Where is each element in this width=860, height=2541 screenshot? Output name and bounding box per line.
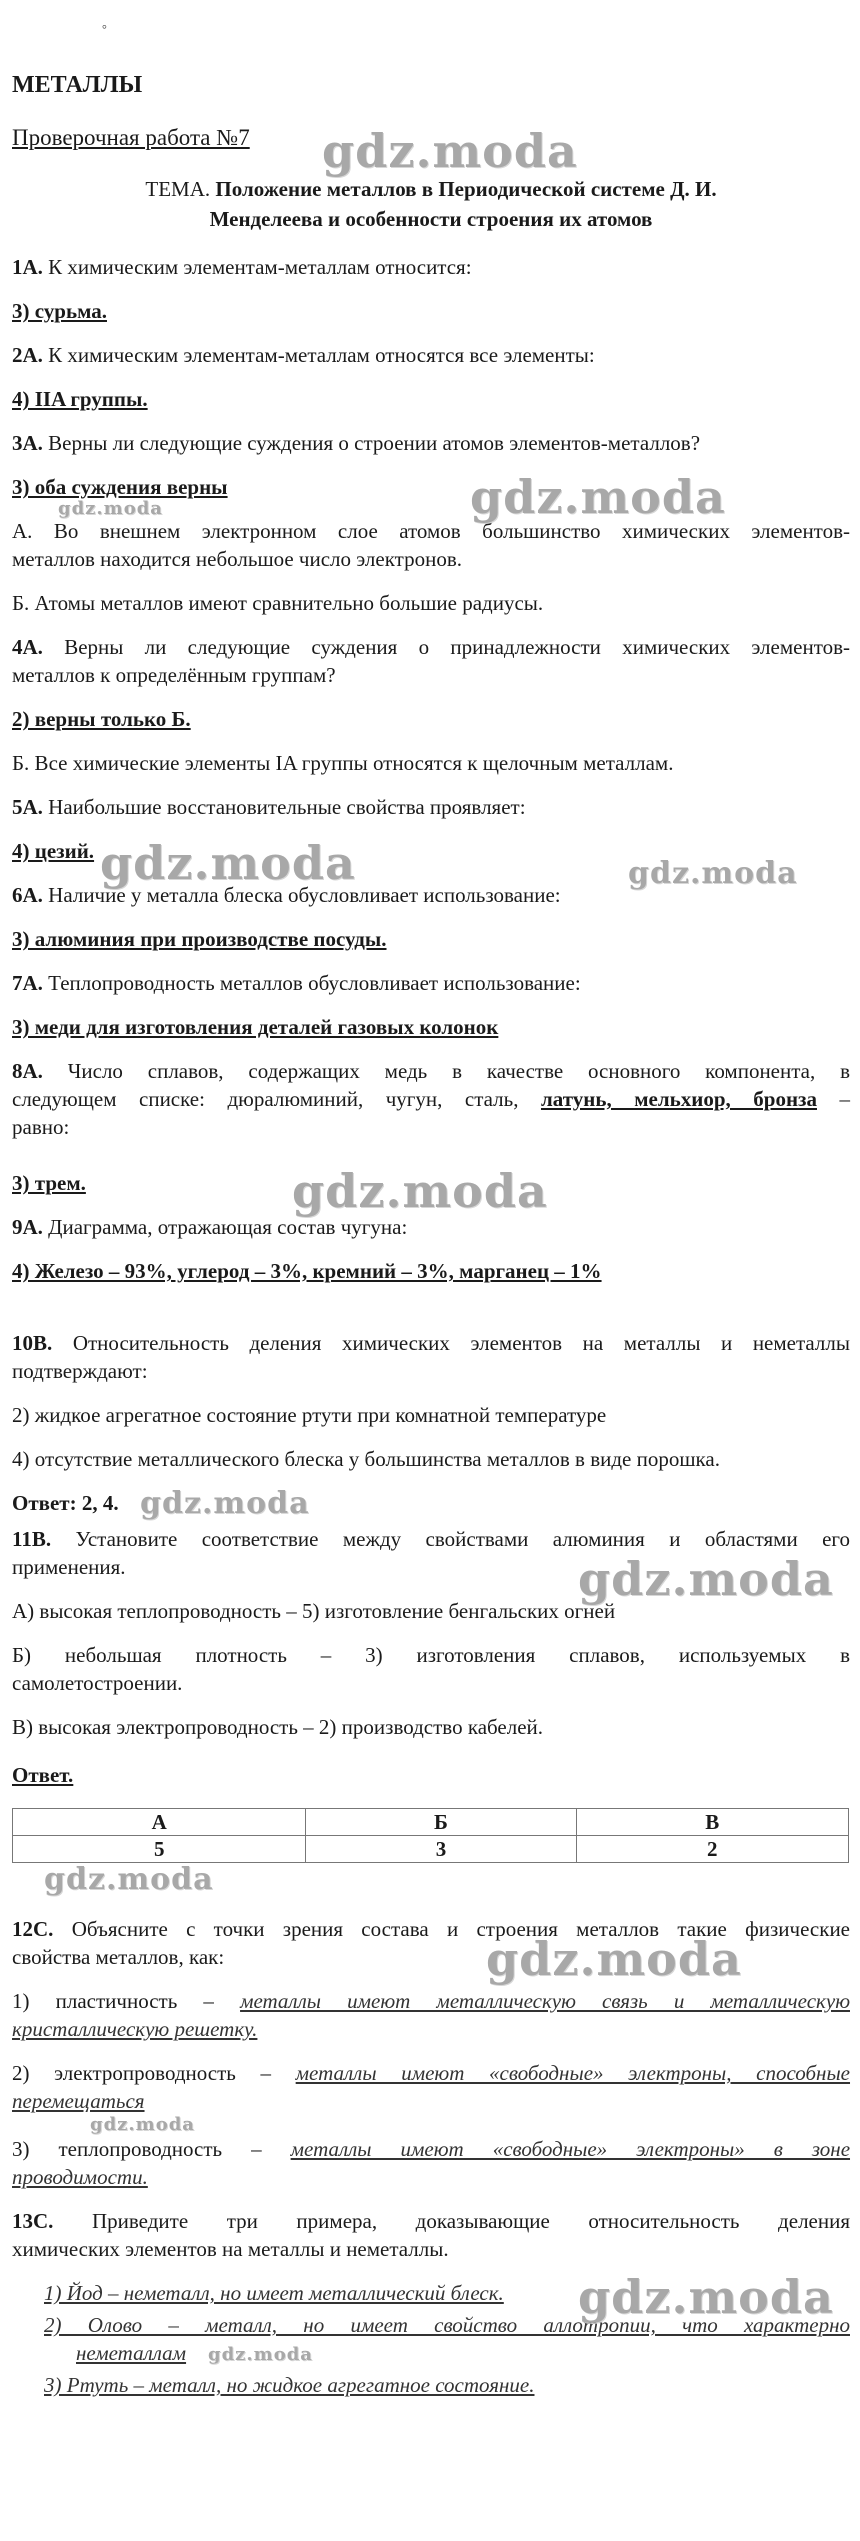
q11-text-1: [12, 1526, 850, 1553]
q11-question-1: Установите соответствие между свойствами алюминия и областями его: [75, 1527, 851, 1551]
theme-line-2: Менделеева и особенности строения их атомов: [209, 207, 653, 231]
work-title: Проверочная работа №7: [12, 125, 250, 150]
q10-num: 10В.: [12, 1331, 53, 1355]
watermark-logo: gdz.moda: [90, 2114, 195, 2135]
q4-num: 4А.: [12, 635, 43, 659]
answer-table: [12, 1808, 849, 1863]
q12-num: 12С.: [12, 1917, 54, 1941]
q11-pair-b-2: самолетостроении.: [12, 1671, 183, 1695]
q2-question: К химическим элементам-металлам относятся все элементы:: [48, 343, 595, 367]
q1-answer: 3) сурьма.: [12, 299, 107, 323]
q7-num: 7А.: [12, 971, 43, 995]
q13-example-2-1: 2) Олово – металл, но имеет свойство аллотропии, что характерно: [44, 2313, 850, 2337]
q8-answer: 3) трем.: [12, 1171, 86, 1195]
q13-text-2: химических элементов на металлы и неметаллы.: [12, 2237, 449, 2261]
watermark-logo: gdz.moda: [486, 1932, 742, 1986]
q12-p3-label: 3) теплопроводность –: [12, 2137, 262, 2161]
q9-num: 9А.: [12, 1215, 43, 1239]
q13-example-2-2: неметаллам: [76, 2341, 187, 2365]
q9-question: Диаграмма, отражающая состав чугуна:: [48, 1215, 408, 1239]
q5-question: Наибольшие восстановительные свойства проявляет:: [48, 795, 526, 819]
table-header-cell: А: [13, 1809, 306, 1836]
table-header-cell: В: [576, 1809, 848, 1836]
q11-pair-a: А) высокая теплопроводность – 5) изготовление бенгальских огней: [12, 1599, 616, 1623]
q12-p3-line-2: проводимости.: [12, 2165, 148, 2189]
q13-question-1: Приведите три примера, доказывающие относительность деления: [91, 2209, 850, 2233]
watermark-logo: gdz.moda: [208, 2344, 313, 2365]
q3-statement-a-2: металлов находится небольшое число электронов.: [12, 547, 462, 571]
q3-statement-b: Б. Атомы металлов имеют сравнительно большие радиусы.: [12, 591, 544, 615]
page-title: МЕТАЛЛЫ: [12, 72, 143, 98]
q7-answer: 3) меди для изготовления деталей газовых колонок: [12, 1015, 499, 1039]
q12-text-2: свойства металлов, как:: [12, 1945, 225, 1969]
q13-example-1: 1) Йод – неметалл, но имеет металлический блеск.: [44, 2281, 504, 2305]
q12-text-1: [12, 1916, 850, 1943]
q2-answer: 4) IIA группы.: [12, 387, 148, 411]
q12-question-1: Объясните с точки зрения состава и строения металлов такие физические: [71, 1917, 850, 1941]
q10-question-1: Относительность деления химических элементов на металлы и неметаллы: [72, 1331, 850, 1355]
q12-p3-line-1: [12, 2136, 850, 2163]
q13-text-1: [12, 2208, 850, 2235]
q11-pair-c: В) высокая электропроводность – 2) производство кабелей.: [12, 1715, 544, 1739]
watermark-logo: gdz.moda: [578, 2270, 834, 2324]
q11-num: 11В.: [12, 1527, 52, 1551]
watermark-logo: gdz.moda: [58, 498, 163, 519]
q11-text-2: применения.: [12, 1555, 126, 1579]
watermark-logo: gdz.moda: [470, 470, 726, 524]
theme-text-1: Положение металлов в Периодической системе Д. И.: [215, 177, 717, 201]
q9-text: [12, 1214, 850, 1241]
table-header-row: [13, 1809, 849, 1836]
q8-text-3: равно:: [12, 1115, 70, 1139]
table-cell: 5: [13, 1836, 306, 1863]
q8-dash: –: [839, 1087, 851, 1111]
watermark-logo: gdz.moda: [628, 856, 798, 891]
watermark-logo: gdz.moda: [140, 1486, 310, 1521]
q7-question: Теплопроводность металлов обусловливает использование:: [48, 971, 581, 995]
q9-answer: 4) Железо – 93%, углерод – 3%, кремний – 3%, марганец – 1%: [12, 1259, 602, 1283]
corner-mark: °: [102, 22, 107, 36]
theme-label: ТЕМА.: [145, 177, 211, 201]
q12-p2-line-1: [12, 2060, 850, 2087]
q1-question: К химическим элементам-металлам относится:: [48, 255, 472, 279]
q12-p1-line-1: [12, 1988, 850, 2015]
q4-answer: 2) верны только Б.: [12, 707, 191, 731]
q3-num: 3А.: [12, 431, 43, 455]
watermark-logo: gdz.moda: [292, 1164, 548, 1218]
q12-p2-label: 2) электропроводность –: [12, 2061, 271, 2085]
q8-text-1: [12, 1058, 850, 1085]
q4-text-2: металлов к определённым группам?: [12, 663, 336, 687]
q3-text: [12, 430, 850, 457]
q2-num: 2А.: [12, 343, 43, 367]
q12-p2-line-2: перемещаться: [12, 2089, 145, 2113]
q5-text: [12, 794, 850, 821]
q8-num: 8А.: [12, 1059, 43, 1083]
q7-text: [12, 970, 850, 997]
q1-text: [12, 254, 850, 281]
q6-text: [12, 882, 850, 909]
q10-text-1: [12, 1330, 850, 1357]
q11-pair-b-1: Б) небольшая плотность – 3) изготовления сплавов, используемых в: [12, 1643, 850, 1667]
q12-p1-answer-1: металлы имеют металлическую связь и металлическую: [240, 1989, 850, 2013]
q10-text-2: подтверждают:: [12, 1359, 148, 1383]
q8-question-2a: следующем списке: дюралюминий, чугун, сталь,: [12, 1087, 519, 1111]
q1-num: 1А.: [12, 255, 43, 279]
q13-example-3: 3) Ртуть – металл, но жидкое агрегатное состояние.: [44, 2373, 535, 2397]
q12-p1-line-2: кристаллическую решетку.: [12, 2017, 258, 2041]
theme-line-1: [12, 176, 850, 203]
q8-text-2: [12, 1086, 850, 1113]
q4-text-1: [12, 634, 850, 661]
q4-note: Б. Все химические элементы IA группы относятся к щелочным металлам.: [12, 751, 674, 775]
watermark-logo: gdz.moda: [578, 1552, 834, 1606]
q8-highlight: латунь, мельхиор, бронза: [540, 1087, 817, 1111]
q6-question: Наличие у металла блеска обусловливает использование:: [48, 883, 561, 907]
q3-statement-a-1: А. Во внешнем электронном слое атомов большинство химических элементов-: [12, 519, 850, 543]
table-row: [13, 1836, 849, 1863]
table-header-cell: Б: [306, 1809, 576, 1836]
q8-question-1: Число сплавов, содержащих медь в качестве основного компонента, в: [67, 1059, 850, 1083]
q5-answer: 4) цезий.: [12, 839, 95, 863]
q6-num: 6А.: [12, 883, 43, 907]
q12-p3-answer-1: металлы имеют «свободные» электроны» в зоне: [290, 2137, 851, 2161]
watermark-logo: gdz.moda: [100, 836, 356, 890]
table-cell: 3: [306, 1836, 576, 1863]
q10-option-2: 2) жидкое агрегатное состояние ртути при комнатной температуре: [12, 1403, 607, 1427]
q2-text: [12, 342, 850, 369]
q10-option-4: 4) отсутствие металлического блеска у большинства металлов в виде порошка.: [12, 1447, 720, 1471]
q4-question-1: Верны ли следующие суждения о принадлежности химических элементов-: [64, 635, 851, 659]
table-cell: 2: [576, 1836, 848, 1863]
watermark-logo: gdz.moda: [322, 124, 578, 178]
q11-answer-label: Ответ.: [12, 1763, 74, 1787]
q12-p2-answer-1: металлы имеют «свободные» электроны, способные: [295, 2061, 851, 2085]
q12-p1-label: 1) пластичность –: [12, 1989, 214, 2013]
q3-question: Верны ли следующие суждения о строении атомов элементов-металлов?: [48, 431, 701, 455]
q6-answer: 3) алюминия при производстве посуды.: [12, 927, 387, 951]
q13-num: 13С.: [12, 2209, 54, 2233]
q5-num: 5А.: [12, 795, 43, 819]
watermark-logo: gdz.moda: [44, 1862, 214, 1897]
q3-answer: 3) оба суждения верны: [12, 475, 228, 499]
q10-answer: Ответ: 2, 4.: [12, 1491, 119, 1515]
